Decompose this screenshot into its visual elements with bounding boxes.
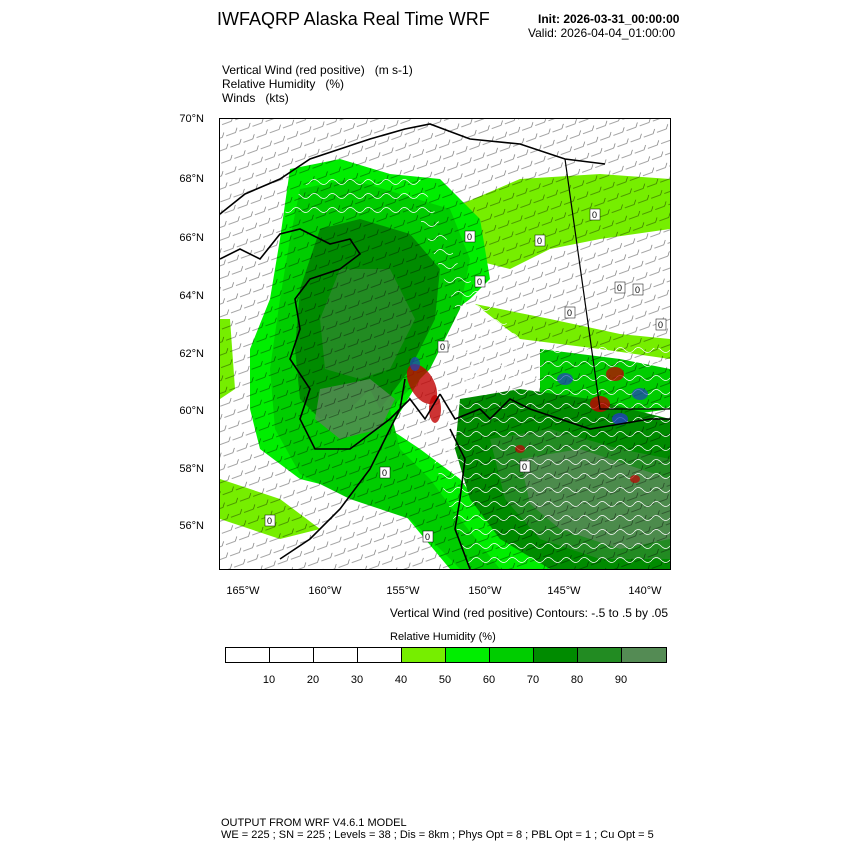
footer-config: WE = 225 ; SN = 225 ; Levels = 38 ; Dis = 8km ; Phys Opt = 8 ; PBL Opt = 1 ; Cu Opt = 5 — [221, 829, 654, 841]
lon-tick-165: 165°W — [226, 585, 260, 597]
lon-tick-150: 150°W — [468, 585, 502, 597]
field-name: Vertical Wind (red positive) — [222, 63, 365, 77]
lon-tick-155: 155°W — [386, 585, 420, 597]
field-units: (%) — [325, 77, 345, 91]
contour-label: 0 — [440, 342, 446, 352]
lat-tick-64: 64°N — [179, 290, 204, 302]
lon-tick-160: 160°W — [308, 585, 342, 597]
colorbar-label: 30 — [350, 674, 364, 686]
contour-label: 0 — [382, 468, 388, 478]
colorbar-swatch — [358, 648, 402, 662]
contour-info: Vertical Wind (red positive) Contours: -.5 to .5 by .05 — [389, 606, 668, 620]
contour-label: 0 — [592, 210, 598, 220]
colorbar-swatch — [226, 648, 270, 662]
lat-tick-66: 66°N — [179, 232, 204, 244]
lat-tick-62: 62°N — [179, 348, 204, 360]
contour-label: 0 — [567, 308, 573, 318]
colorbar-swatch — [578, 648, 622, 662]
lat-tick-68: 68°N — [179, 173, 204, 185]
contour-label: 0 — [522, 462, 528, 472]
valid-time: Valid: 2026-04-04_01:00:00 — [528, 26, 676, 40]
lat-tick-56: 56°N — [179, 520, 204, 532]
init-time: Init: 2026-03-31_00:00:00 — [538, 12, 680, 26]
colorbar-swatch — [446, 648, 490, 662]
colorbar-label: 40 — [394, 674, 408, 686]
map-plot — [219, 118, 671, 570]
contour-label: 0 — [477, 277, 483, 287]
colorbar-swatch — [270, 648, 314, 662]
colorbar-label: 10 — [262, 674, 276, 686]
colorbar-label: 50 — [438, 674, 452, 686]
plot-title: IWFAQRP Alaska Real Time WRF — [217, 9, 490, 29]
colorbar-label: 70 — [526, 674, 540, 686]
colorbar-swatch — [534, 648, 578, 662]
lat-tick-60: 60°N — [179, 405, 204, 417]
lat-tick-58: 58°N — [179, 463, 204, 475]
field-name: Winds — [222, 91, 256, 105]
field-name: Relative Humidity — [222, 77, 316, 91]
colorbar-swatch — [490, 648, 534, 662]
field-units: (m s-1) — [374, 63, 413, 77]
contour-label: 0 — [617, 283, 623, 293]
contour-label: 0 — [425, 532, 431, 542]
colorbar-swatch — [402, 648, 446, 662]
field-relative-humidity — [222, 77, 344, 91]
contour-label: 0 — [467, 232, 473, 242]
contour-label: 0 — [635, 285, 641, 295]
field-units: (kts) — [265, 91, 289, 105]
lon-tick-140: 140°W — [628, 585, 662, 597]
contour-label: 0 — [658, 320, 664, 330]
map-svg — [220, 119, 670, 569]
colorbar-label: 90 — [614, 674, 628, 686]
footer-model: OUTPUT FROM WRF V4.6.1 MODEL — [221, 817, 407, 829]
colorbar-title: Relative Humidity (%) — [390, 631, 496, 643]
lon-tick-145: 145°W — [547, 585, 581, 597]
colorbar-label: 20 — [306, 674, 320, 686]
field-vertical-wind — [222, 63, 413, 77]
colorbar — [225, 647, 667, 663]
colorbar-label: 80 — [570, 674, 584, 686]
colorbar-label: 60 — [482, 674, 496, 686]
contour-label: 0 — [537, 236, 543, 246]
colorbar-swatch — [622, 648, 666, 662]
colorbar-swatch — [314, 648, 358, 662]
lat-tick-70: 70°N — [179, 113, 204, 125]
contour-label: 0 — [267, 516, 273, 526]
field-winds — [222, 91, 289, 105]
